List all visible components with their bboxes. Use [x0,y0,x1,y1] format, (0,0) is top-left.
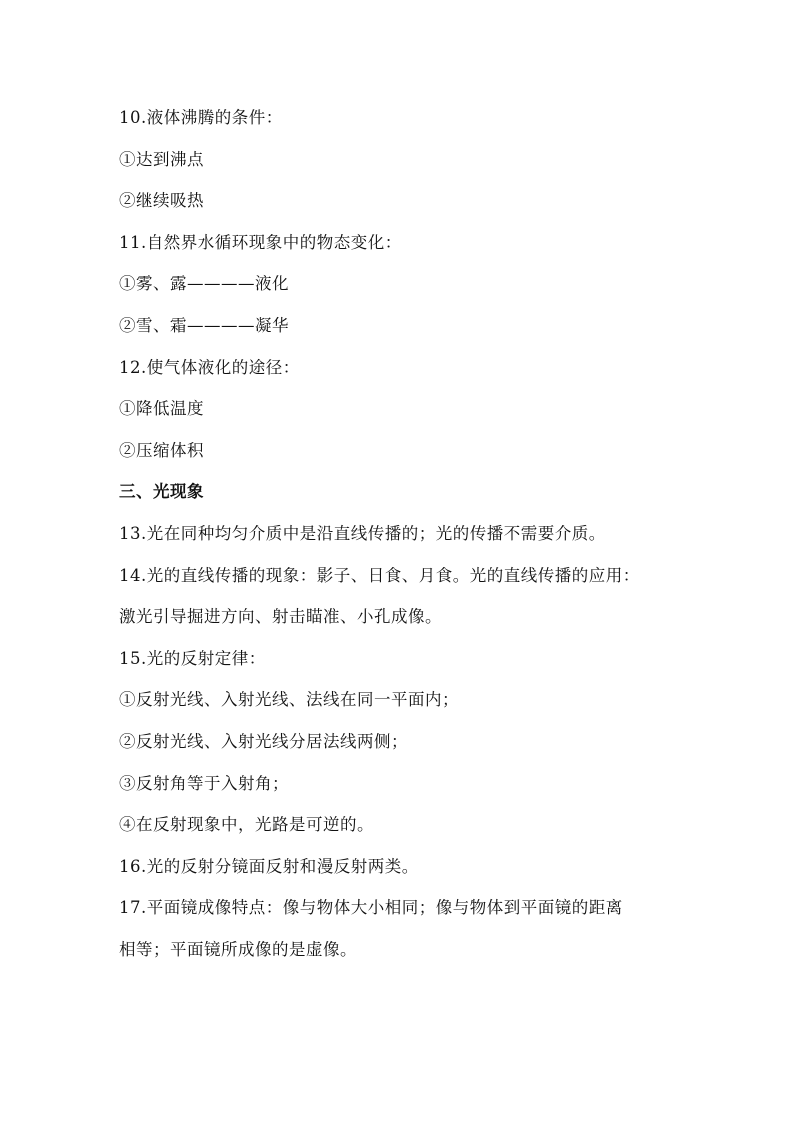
item-14-line-2: 激光引导掘进方向、射击瞄准、小孔成像。 [119,607,442,627]
item-12-point-1: ①降低温度 [119,399,204,419]
item-17-line-1: 17.平面镜成像特点：像与物体大小相同；像与物体到平面镜的距离 [119,898,623,918]
item-15-point-1: ①反射光线、入射光线、法线在同一平面内； [119,690,459,710]
item-14-line-1: 14.光的直线传播的现象：影子、日食、月食。光的直线传播的应用： [119,565,640,585]
item-11-point-2: ②雪、霜————凝华 [119,315,289,335]
item-17-line-2: 相等；平面镜所成像的是虚像。 [119,939,357,959]
item-16: 16.光的反射分镜面反射和漫反射两类。 [119,856,419,876]
item-10-point-1: ①达到沸点 [119,149,204,169]
item-12-point-2: ②压缩体积 [119,440,204,460]
item-15-point-3: ③反射角等于入射角； [119,773,289,793]
item-11-title: 11.自然界水循环现象中的物态变化： [119,232,402,252]
item-11-point-1: ①雾、露————液化 [119,274,289,294]
item-15-point-2: ②反射光线、入射光线分居法线两侧； [119,731,408,751]
item-15-point-4: ④在反射现象中，光路是可逆的。 [119,815,374,835]
item-10-title: 10.液体沸腾的条件： [119,108,283,127]
item-10-point-2: ②继续吸热 [119,191,204,211]
item-15-title: 15.光的反射定律： [119,648,266,668]
document-body [119,103,689,976]
item-13: 13.光在同种均匀介质中是沿直线传播的；光的传播不需要介质。 [119,523,606,543]
item-12-title: 12.使气体液化的途径： [119,357,300,377]
section-heading-light: 三、光现象 [119,482,204,502]
